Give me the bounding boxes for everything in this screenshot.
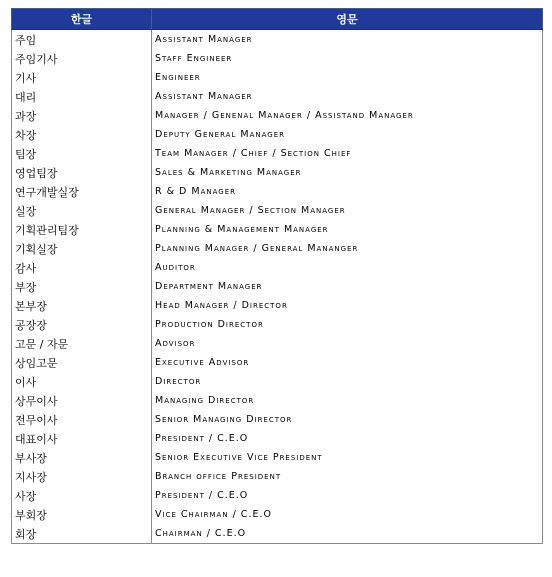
table-row	[12, 448, 543, 467]
korean-title-cell: 부회장	[12, 505, 152, 524]
english-title-cell: Deputy General Manager	[152, 125, 543, 144]
korean-title-cell: 팀장	[12, 144, 152, 163]
table-row	[12, 277, 543, 296]
english-title-cell: Senior Managing Director	[152, 410, 543, 429]
table-row	[12, 296, 543, 315]
english-title-cell: Engineer	[152, 68, 543, 87]
table-row	[12, 201, 543, 220]
english-title-cell: R & D Manager	[152, 182, 543, 201]
table-row	[12, 334, 543, 353]
header-korean: 한글	[12, 9, 152, 30]
table-row	[12, 49, 543, 68]
english-title-cell: Staff Engineer	[152, 49, 543, 68]
job-title-table	[11, 8, 543, 544]
table-header	[12, 9, 543, 30]
english-title-cell: Senior Executive Vice President	[152, 448, 543, 467]
korean-title-cell: 감사	[12, 258, 152, 277]
korean-title-cell: 주임기사	[12, 49, 152, 68]
korean-title-cell: 전무이사	[12, 410, 152, 429]
english-title-cell: Managing Director	[152, 391, 543, 410]
korean-title-cell: 회장	[12, 524, 152, 544]
korean-title-cell: 대리	[12, 87, 152, 106]
table-row	[12, 372, 543, 391]
table-row	[12, 467, 543, 486]
table-row	[12, 30, 543, 50]
table-row	[12, 125, 543, 144]
english-title-cell: Advisor	[152, 334, 543, 353]
korean-title-cell: 사장	[12, 486, 152, 505]
korean-title-cell: 차장	[12, 125, 152, 144]
table-row	[12, 182, 543, 201]
korean-title-cell: 상임고문	[12, 353, 152, 372]
table-body	[12, 30, 543, 544]
korean-title-cell: 기획실장	[12, 239, 152, 258]
english-title-cell: Auditor	[152, 258, 543, 277]
table-row	[12, 163, 543, 182]
english-title-cell: President / C.E.O	[152, 429, 543, 448]
table-row	[12, 524, 543, 544]
korean-title-cell: 기사	[12, 68, 152, 87]
english-title-cell: Production Director	[152, 315, 543, 334]
korean-title-cell: 부사장	[12, 448, 152, 467]
table-row	[12, 505, 543, 524]
korean-title-cell: 주임	[12, 30, 152, 50]
table-row	[12, 315, 543, 334]
table-row	[12, 258, 543, 277]
korean-title-cell: 대표이사	[12, 429, 152, 448]
english-title-cell: Vice Chairman / C.E.O	[152, 505, 543, 524]
english-title-cell: Director	[152, 372, 543, 391]
english-title-cell: Manager / Genenal Manager / Assistand Manager	[152, 106, 543, 125]
korean-title-cell: 과장	[12, 106, 152, 125]
english-title-cell: Head Manager / Director	[152, 296, 543, 315]
english-title-cell: General Manager / Section Manager	[152, 201, 543, 220]
korean-title-cell: 실장	[12, 201, 152, 220]
english-title-cell: Sales & Marketing Manager	[152, 163, 543, 182]
table-row	[12, 220, 543, 239]
table-row	[12, 106, 543, 125]
korean-title-cell: 부장	[12, 277, 152, 296]
table-row	[12, 410, 543, 429]
english-title-cell: Department Manager	[152, 277, 543, 296]
table-row	[12, 486, 543, 505]
table-row	[12, 144, 543, 163]
korean-title-cell: 상무이사	[12, 391, 152, 410]
english-title-cell: Executive Advisor	[152, 353, 543, 372]
english-title-cell: Assistant Manager	[152, 30, 543, 50]
table-row	[12, 391, 543, 410]
english-title-cell: Chairman / C.E.O	[152, 524, 543, 544]
english-title-cell: Team Manager / Chief / Section Chief	[152, 144, 543, 163]
korean-title-cell: 이사	[12, 372, 152, 391]
korean-title-cell: 영업팀장	[12, 163, 152, 182]
korean-title-cell: 기획관리팀장	[12, 220, 152, 239]
english-title-cell: Assistant Manager	[152, 87, 543, 106]
english-title-cell: Planning Manager / General Mananger	[152, 239, 543, 258]
korean-title-cell: 고문 / 자문	[12, 334, 152, 353]
korean-title-cell: 연구개발실장	[12, 182, 152, 201]
header-english: 영문	[152, 9, 543, 30]
table-row	[12, 239, 543, 258]
table-row	[12, 429, 543, 448]
english-title-cell: Branch office President	[152, 467, 543, 486]
table-row	[12, 87, 543, 106]
korean-title-cell: 지사장	[12, 467, 152, 486]
korean-title-cell: 본부장	[12, 296, 152, 315]
table-row	[12, 68, 543, 87]
korean-title-cell: 공장장	[12, 315, 152, 334]
english-title-cell: President / C.E.O	[152, 486, 543, 505]
header-row	[12, 9, 543, 30]
table-row	[12, 353, 543, 372]
english-title-cell: Planning & Management Manager	[152, 220, 543, 239]
